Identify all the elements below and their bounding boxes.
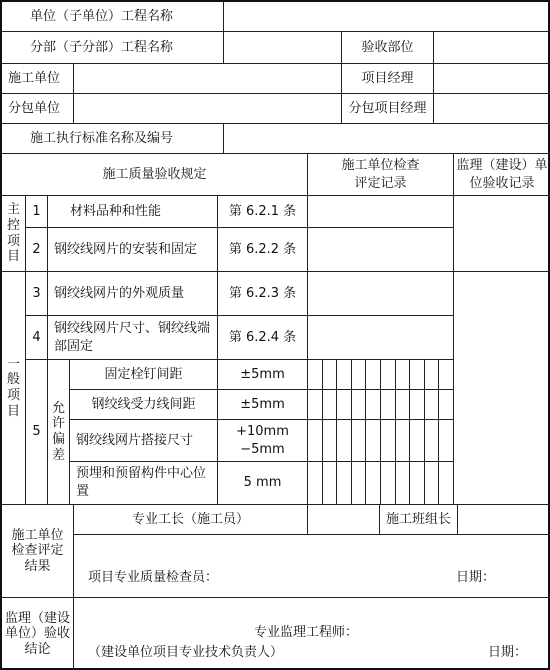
measurement-cell[interactable] bbox=[381, 420, 396, 462]
subcontract-manager-value[interactable] bbox=[434, 94, 550, 124]
measurement-cell[interactable] bbox=[439, 420, 454, 462]
item-clause: 第 6.2.1 条 bbox=[218, 196, 308, 228]
measurement-cell[interactable] bbox=[381, 462, 396, 505]
measurement-cell[interactable] bbox=[337, 390, 352, 420]
measurement-cell[interactable] bbox=[425, 390, 440, 420]
measurement-cell[interactable] bbox=[381, 390, 396, 420]
item-name: 钢绞线网片的安装和固定 bbox=[48, 228, 218, 272]
measurement-cell[interactable] bbox=[396, 462, 411, 505]
item-name: 材料品种和性能 bbox=[48, 196, 218, 228]
measurement-cell[interactable] bbox=[439, 462, 454, 505]
date-label: 日期： bbox=[488, 645, 528, 660]
tolerance-row-value: ±5mm bbox=[218, 360, 308, 390]
item-inspection-record[interactable] bbox=[308, 272, 454, 316]
measurement-cell[interactable] bbox=[323, 420, 338, 462]
supervision-conclusion-body[interactable] bbox=[74, 598, 550, 670]
main-control-supervision-record[interactable] bbox=[454, 196, 550, 272]
measurement-cell[interactable] bbox=[323, 360, 338, 390]
acceptance-part-value[interactable] bbox=[434, 32, 550, 64]
measurement-cell[interactable] bbox=[410, 420, 425, 462]
item-name: 钢绞线网片的外观质量 bbox=[48, 272, 218, 316]
subcontract-unit-value[interactable] bbox=[74, 94, 342, 124]
measurement-cell[interactable] bbox=[366, 462, 381, 505]
tolerance-label: 允许偏差 bbox=[48, 360, 70, 505]
measurement-cell[interactable] bbox=[352, 390, 367, 420]
tolerance-row-value: ±5mm bbox=[218, 390, 308, 420]
measurement-cell[interactable] bbox=[337, 420, 352, 462]
measurement-cell[interactable] bbox=[337, 360, 352, 390]
item-inspection-record[interactable] bbox=[308, 196, 454, 228]
item-clause: 第 6.2.2 条 bbox=[218, 228, 308, 272]
item-inspection-record[interactable] bbox=[308, 316, 454, 360]
measurement-cell[interactable] bbox=[396, 420, 411, 462]
measurement-grid bbox=[308, 360, 454, 505]
measurement-cell[interactable] bbox=[366, 420, 381, 462]
item-no: 3 bbox=[26, 272, 48, 316]
subcontract-manager-label: 分包项目经理 bbox=[342, 94, 434, 124]
item-no: 1 bbox=[26, 196, 48, 228]
sub-project-label: 分部（子分部）工程名称 bbox=[2, 32, 224, 64]
team-leader-label: 施工班组长 bbox=[380, 505, 458, 535]
measurement-cell[interactable] bbox=[396, 390, 411, 420]
unit-project-label: 单位（子单位）工程名称 bbox=[2, 2, 224, 32]
unit-project-value[interactable] bbox=[224, 2, 550, 32]
measurement-cell[interactable] bbox=[337, 462, 352, 505]
measurement-cell[interactable] bbox=[308, 360, 323, 390]
tolerance-row-value: 5 mm bbox=[218, 462, 308, 505]
standard-value[interactable] bbox=[224, 124, 550, 154]
engineer-note: （建设单位项目专业技术负责人） bbox=[88, 645, 284, 660]
item-name: 钢绞线网片尺寸、钢绞线端部固定 bbox=[48, 316, 218, 360]
supervision-conclusion-label: 监理（建设单位）验收结论 bbox=[2, 598, 74, 670]
acceptance-part-label: 验收部位 bbox=[342, 32, 434, 64]
measurement-cell[interactable] bbox=[366, 390, 381, 420]
construction-unit-value[interactable] bbox=[74, 64, 342, 94]
measurement-cell[interactable] bbox=[439, 390, 454, 420]
measurement-cell[interactable] bbox=[425, 462, 440, 505]
item-clause: 第 6.2.3 条 bbox=[218, 272, 308, 316]
tolerance-row-name: 钢绞线受力线间距 bbox=[70, 390, 218, 420]
tolerance-row-name: 固定栓钉间距 bbox=[70, 360, 218, 390]
subcontract-unit-label: 分包单位 bbox=[2, 94, 74, 124]
measurement-cell[interactable] bbox=[352, 420, 367, 462]
supervision-record-header: 监理（建设）单位验收记录 bbox=[454, 154, 550, 196]
standard-label: 施工执行标准名称及编号 bbox=[2, 124, 224, 154]
measurement-cell[interactable] bbox=[352, 462, 367, 505]
project-manager-label: 项目经理 bbox=[342, 64, 434, 94]
general-group-label: 一般项目 bbox=[2, 272, 26, 505]
item-no: 4 bbox=[26, 316, 48, 360]
general-supervision-record[interactable] bbox=[454, 272, 550, 505]
measurement-cell[interactable] bbox=[308, 462, 323, 505]
measurement-cell[interactable] bbox=[439, 360, 454, 390]
tolerance-row-value: +10mm −5mm bbox=[218, 420, 308, 462]
item-no: 5 bbox=[26, 360, 48, 505]
measurement-cell[interactable] bbox=[381, 360, 396, 390]
date-label: 日期： bbox=[456, 570, 496, 586]
tolerance-row-name: 钢绞线网片搭接尺寸 bbox=[70, 420, 218, 462]
item-clause: 第 6.2.4 条 bbox=[218, 316, 308, 360]
foreman-label: 专业工长（施工员） bbox=[74, 505, 308, 535]
spec-header: 施工质量验收规定 bbox=[2, 154, 308, 196]
measurement-cell[interactable] bbox=[308, 390, 323, 420]
engineer-label: 专业监理工程师： bbox=[254, 625, 359, 640]
measurement-cell[interactable] bbox=[308, 420, 323, 462]
sub-project-value[interactable] bbox=[224, 32, 342, 64]
inspection-record-header: 施工单位检查评定记录 bbox=[308, 154, 454, 196]
construction-unit-label: 施工单位 bbox=[2, 64, 74, 94]
measurement-cell[interactable] bbox=[323, 390, 338, 420]
tolerance-row-name: 预埋和预留构件中心位置 bbox=[70, 462, 218, 505]
item-inspection-record[interactable] bbox=[308, 228, 454, 272]
measurement-cell[interactable] bbox=[366, 360, 381, 390]
main-control-group-label: 主控项目 bbox=[2, 196, 26, 272]
measurement-cell[interactable] bbox=[323, 462, 338, 505]
construction-conclusion-body[interactable] bbox=[74, 535, 550, 598]
measurement-cell[interactable] bbox=[352, 360, 367, 390]
measurement-cell[interactable] bbox=[410, 360, 425, 390]
team-leader-value[interactable] bbox=[458, 505, 550, 535]
measurement-cell[interactable] bbox=[425, 420, 440, 462]
foreman-value[interactable] bbox=[308, 505, 380, 535]
inspector-label: 项目专业质量检查员： bbox=[88, 570, 219, 586]
measurement-cell[interactable] bbox=[396, 360, 411, 390]
measurement-cell[interactable] bbox=[410, 390, 425, 420]
item-no: 2 bbox=[26, 228, 48, 272]
measurement-cell[interactable] bbox=[425, 360, 440, 390]
project-manager-value[interactable] bbox=[434, 64, 550, 94]
measurement-cell[interactable] bbox=[410, 462, 425, 505]
construction-conclusion-label: 施工单位检查评定结果 bbox=[2, 505, 74, 598]
